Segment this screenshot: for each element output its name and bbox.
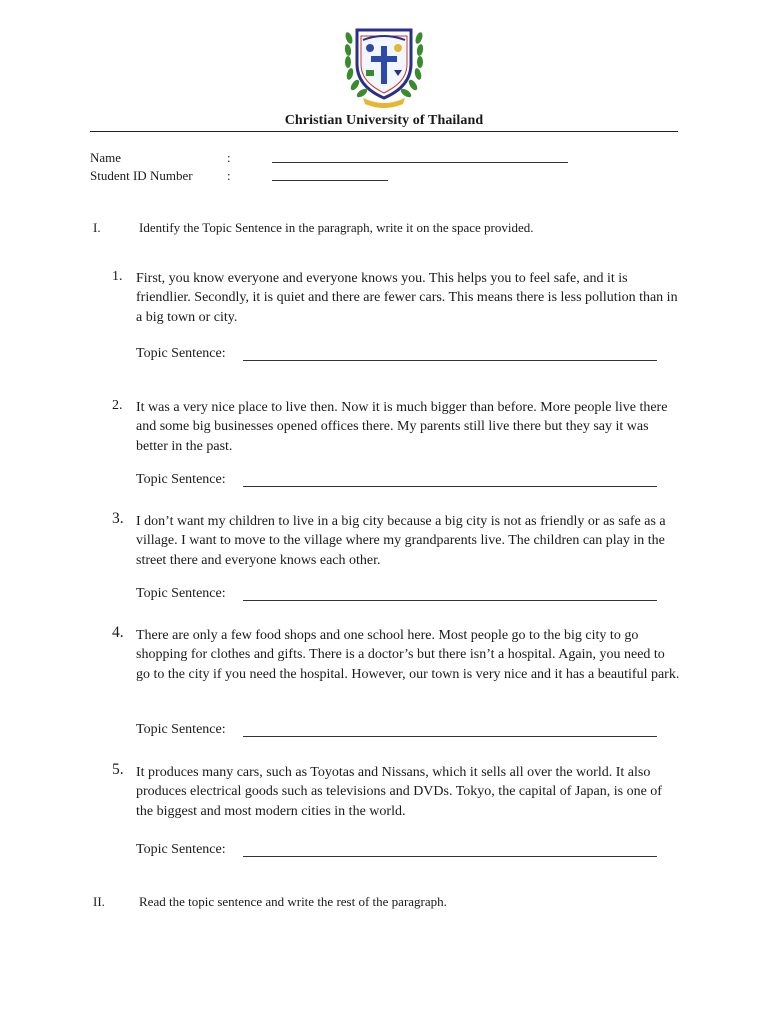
topic-sentence-field-3[interactable]: [243, 600, 657, 601]
question-4-text: There are only a few food shops and one school here. Most people go to the big city to go shopping for clothes and gifts. There is a doctor’s but there isn’t a hospital. Again, you need to go to the city if you need the hospital. However, our town is very nice and it has a beautiful park.: [136, 628, 680, 682]
question-2-text: It was a very nice place to live then. Now it is much bigger than before. More people live there and some big businesses opened offices there. My parents still live there but they say it was better in the past.: [136, 400, 668, 454]
university-title: Christian University of Thailand: [284, 113, 484, 128]
section-1-numeral: I.: [93, 220, 101, 235]
topic-sentence-field-2[interactable]: [243, 486, 657, 487]
topic-sentence-label-2: Topic Sentence:: [136, 472, 226, 487]
student-id-label: Student ID Number: [90, 168, 193, 183]
section-1-instruction: Identify the Topic Sentence in the paragraph, write it on the space provided.: [139, 220, 534, 235]
section-2-numeral: II.: [93, 894, 105, 909]
topic-sentence-label-3: Topic Sentence:: [136, 586, 226, 601]
topic-sentence-label-1: Topic Sentence:: [136, 346, 226, 361]
student-id-field[interactable]: [272, 180, 388, 181]
question-3-number: 3.: [112, 510, 124, 527]
question-1-number: 1.: [112, 269, 123, 284]
student-id-colon: :: [227, 168, 231, 183]
question-4-number: 4.: [112, 624, 124, 641]
topic-sentence-label-4: Topic Sentence:: [136, 722, 226, 737]
topic-sentence-field-4[interactable]: [243, 736, 657, 737]
topic-sentence-label-5: Topic Sentence:: [136, 842, 226, 857]
question-5-number: 5.: [112, 761, 124, 778]
name-field[interactable]: [272, 162, 568, 163]
question-5-text: It produces many cars, such as Toyotas and Nissans, which it sells all over the world. It also produces electrical goods such as televisions and DVDs. Tokyo, the capital of Japan, is one of the biggest and most modern cities in the world.: [136, 765, 662, 819]
cross-icon: [381, 46, 387, 84]
name-label: Name: [90, 150, 122, 165]
question-3-text: I don’t want my children to live in a big city because a big city is not as friendly or as safe as a village. I want to move to the village where my grandparents live. The children can play in the street there and everyone knows each other.: [136, 514, 666, 568]
name-colon: :: [227, 150, 231, 165]
question-2-number: 2.: [112, 398, 123, 413]
topic-sentence-field-1[interactable]: [243, 360, 657, 361]
section-2-instruction: Read the topic sentence and write the rest of the paragraph.: [139, 894, 447, 909]
university-crest-logo: [343, 24, 425, 108]
header-divider: [90, 131, 678, 132]
topic-sentence-field-5[interactable]: [243, 856, 657, 857]
question-1-text: First, you know everyone and everyone knows you. This helps you to feel safe, and it is friendlier. Secondly, it is quiet and there are fewer cars. This means there is less pollution than in a big town or city.: [136, 271, 678, 325]
